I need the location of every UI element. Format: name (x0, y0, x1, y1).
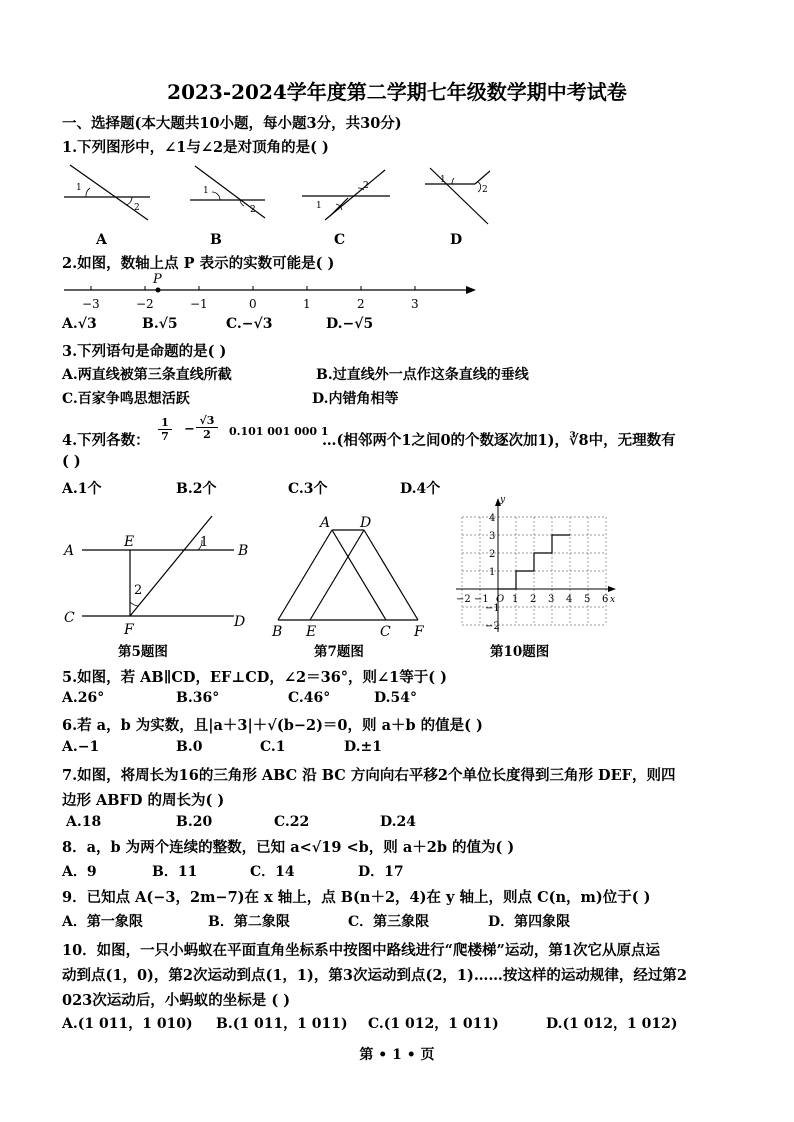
q2-option-a[interactable]: A.√3 (62, 316, 97, 332)
tick-label: −2 (136, 297, 154, 311)
fig10-xtick: 3 (548, 594, 555, 605)
q1-figure-d (425, 164, 490, 224)
fig10-ytick: −2 (485, 621, 500, 632)
question-1-stem: 1.下列图形中，∠1与∠2是对顶角的是( ) (62, 139, 329, 156)
fig5-label-d: D (234, 614, 246, 630)
figure-q5 (60, 510, 260, 638)
q1a-angle-1: 1 (76, 183, 82, 193)
staircase-path (498, 535, 570, 589)
q1-figure-b (190, 166, 265, 218)
fig10-xtick: −2 (456, 594, 471, 605)
fig7-label-d: D (360, 515, 372, 531)
fig5-label-e: E (124, 534, 135, 550)
q7-option-a[interactable]: A.18 (66, 814, 102, 830)
figure-q10-grid (452, 492, 622, 638)
q1c-angle-1: 1 (316, 201, 322, 211)
figure-q7 (266, 510, 436, 638)
q4-option-d[interactable]: D.4个 (400, 481, 441, 497)
q4-decimal: 0.101 001 000 1 (229, 425, 329, 438)
fig10-x-axis-label: x (610, 595, 616, 605)
fig7-label-e: E (306, 624, 317, 638)
q9-option-d[interactable]: D．第四象限 (488, 914, 571, 930)
question-4-stem-start: 4.下列各数： (62, 432, 150, 449)
q10-option-b[interactable]: B.(1 011，1 011) (216, 1016, 348, 1032)
fig7-label-f: F (414, 624, 424, 638)
question-9-stem: 9．已知点 A(−3，2m−7)在 x 轴上，点 B(n＋2，4)在 y 轴上，则点 C(n，m)位于( ) (62, 889, 651, 906)
fig10-xtick: −1 (474, 594, 489, 605)
q1-option-c[interactable]: C (334, 232, 346, 248)
question-7-stem-cont: 边形 ABFD 的周长为( ) (62, 792, 225, 809)
point-p-label: P (153, 272, 162, 287)
fig5-angle-1: 1 (200, 535, 209, 550)
fig5-label-b: B (238, 543, 249, 559)
q2-number-line (60, 270, 480, 312)
q6-option-a[interactable]: A.−1 (62, 739, 100, 755)
exam-title: 2023-2024学年度第二学期七年级数学期中考试卷 (167, 80, 627, 104)
fig10-ytick: −1 (485, 603, 500, 614)
q3-option-c[interactable]: C.百家争鸣思想活跃 (62, 391, 190, 407)
q4-option-a[interactable]: A.1个 (62, 481, 102, 497)
q1-figures (60, 160, 490, 230)
fig10-ytick: 3 (489, 531, 496, 542)
fig5-label-a: A (64, 543, 75, 559)
q7-option-b[interactable]: B.20 (176, 814, 213, 830)
q9-option-c[interactable]: C．第三象限 (348, 914, 430, 930)
q8-option-d[interactable]: D．17 (358, 864, 404, 880)
question-10-stem-cont: 动到点(1，0)，第2次运动到点(1，1)，第3次运动到点(2，1)……按这样的运动规律，经过第2 (62, 967, 687, 984)
q1-figure-c (302, 170, 390, 220)
section-heading: 一、选择题(本大题共10小题，每小题3分，共30分) (62, 115, 402, 132)
q10-option-c[interactable]: C.(1 012，1 011) (368, 1016, 499, 1032)
tick-label: 3 (411, 297, 419, 311)
q1d-angle-1: 1 (440, 175, 446, 185)
q4-answer-paren: ( ) (62, 453, 81, 470)
q1a-angle-2: 2 (134, 203, 140, 213)
q1-option-b[interactable]: B (210, 232, 222, 248)
q5-option-d[interactable]: D.54° (374, 690, 417, 706)
fig10-xtick: 6 (602, 594, 609, 605)
q1d-angle-2: 2 (482, 185, 488, 195)
fig7-label-b: B (272, 624, 283, 638)
q5-option-b[interactable]: B.36° (176, 690, 220, 706)
q3-option-b[interactable]: B.过直线外一点作这条直线的垂线 (316, 367, 529, 383)
fig10-ytick: 4 (489, 513, 496, 524)
fig5-label-f: F (124, 622, 134, 638)
q4-option-c[interactable]: C.3个 (288, 481, 328, 497)
q1b-angle-2: 2 (250, 205, 256, 215)
fig10-xtick: 5 (584, 594, 591, 605)
point-p (156, 288, 161, 293)
figure-q10-caption: 第10题图 (490, 644, 550, 660)
q3-option-a[interactable]: A.两直线被第三条直线所截 (62, 367, 232, 383)
q1c-angle-2: 2 (363, 181, 369, 191)
question-8-stem: 8．a，b 为两个连续的整数，已知 a<√19 <b，则 a＋2b 的值为( ) (62, 839, 515, 856)
q7-option-d[interactable]: D.24 (380, 814, 416, 830)
q4-fraction-2: √3 2 (196, 414, 218, 441)
q2-option-c[interactable]: C.−√3 (226, 316, 273, 332)
tick-label: 1 (303, 297, 311, 311)
q1-option-a[interactable]: A (96, 232, 107, 248)
fig10-origin: O (496, 594, 505, 605)
q4-fraction-1: 1 7 (158, 416, 172, 443)
fig10-y-axis-label: y (500, 495, 506, 505)
figure-q5-caption: 第5题图 (118, 644, 168, 660)
fig10-xtick: 4 (566, 594, 573, 605)
tick-label: −1 (190, 297, 208, 311)
fig10-xtick: 2 (530, 594, 537, 605)
fig10-ytick: 2 (489, 549, 496, 560)
q10-option-d[interactable]: D.(1 012，1 012) (546, 1016, 678, 1032)
question-7-stem: 7.如图，将周长为16的三角形 ABC 沿 BC 方向向右平移2个单位长度得到三角形 DEF，则四 (62, 767, 676, 784)
q1-figure-a (64, 165, 150, 220)
q3-option-d[interactable]: D.内错角相等 (312, 391, 399, 407)
tick-label: 0 (249, 297, 257, 311)
q4-option-b[interactable]: B.2个 (176, 481, 217, 497)
q6-option-b[interactable]: B.0 (176, 739, 203, 755)
fig5-label-c: C (64, 610, 75, 626)
q5-option-c[interactable]: C.46° (288, 690, 331, 706)
question-5-stem: 5.如图，若 AB∥CD，EF⊥CD，∠2＝36°，则∠1等于( ) (62, 669, 448, 686)
fig10-xtick: 1 (512, 594, 519, 605)
fig7-label-c: C (380, 624, 391, 638)
q9-option-b[interactable]: B．第二象限 (208, 914, 290, 930)
q6-option-c[interactable]: C.1 (260, 739, 286, 755)
q7-option-c[interactable]: C.22 (274, 814, 310, 830)
q10-option-a[interactable]: A.(1 011，1 010) (62, 1016, 193, 1032)
question-2-stem: 2.如图，数轴上点 P 表示的实数可能是( ) (62, 255, 335, 272)
fig5-angle-2: 2 (134, 583, 143, 598)
q1-option-d[interactable]: D (450, 232, 463, 248)
fig7-label-a: A (320, 515, 331, 531)
question-10-stem: 10．如图，一只小蚂蚁在平面直角坐标系中按图中路线进行“爬楼梯”运动，第1次它从原点运 (62, 942, 660, 959)
question-3-stem: 3.下列语句是命题的是( ) (62, 343, 227, 360)
q2-option-b[interactable]: B.√5 (142, 316, 178, 332)
fig10-ytick: 1 (489, 567, 496, 578)
q6-option-d[interactable]: D.±1 (344, 739, 382, 755)
question-4-stem-end: …(相邻两个1之间0的个数逐次加1)，∛8中，无理数有 (322, 432, 676, 449)
q8-option-c[interactable]: C．14 (250, 864, 295, 880)
question-6-stem: 6.若 a，b 为实数，且|a＋3|＋√(b−2)＝0，则 a＋b 的值是( ) (62, 717, 483, 734)
q8-option-b[interactable]: B．11 (152, 864, 198, 880)
tick-label: 2 (357, 297, 365, 311)
q1b-angle-1: 1 (203, 186, 209, 196)
q9-option-a[interactable]: A．第一象限 (62, 914, 143, 930)
q8-option-a[interactable]: A．9 (62, 864, 97, 880)
q4-minus: − (184, 422, 195, 437)
page-footer: 第 • 1 • 页 (359, 1047, 435, 1063)
q2-option-d[interactable]: D.−√5 (326, 316, 374, 332)
tick-label: −3 (82, 297, 100, 311)
question-10-stem-end: 023次运动后，小蚂蚁的坐标是 ( ) (62, 992, 291, 1009)
q5-option-a[interactable]: A.26° (62, 690, 105, 706)
figure-q7-caption: 第7题图 (314, 644, 364, 660)
